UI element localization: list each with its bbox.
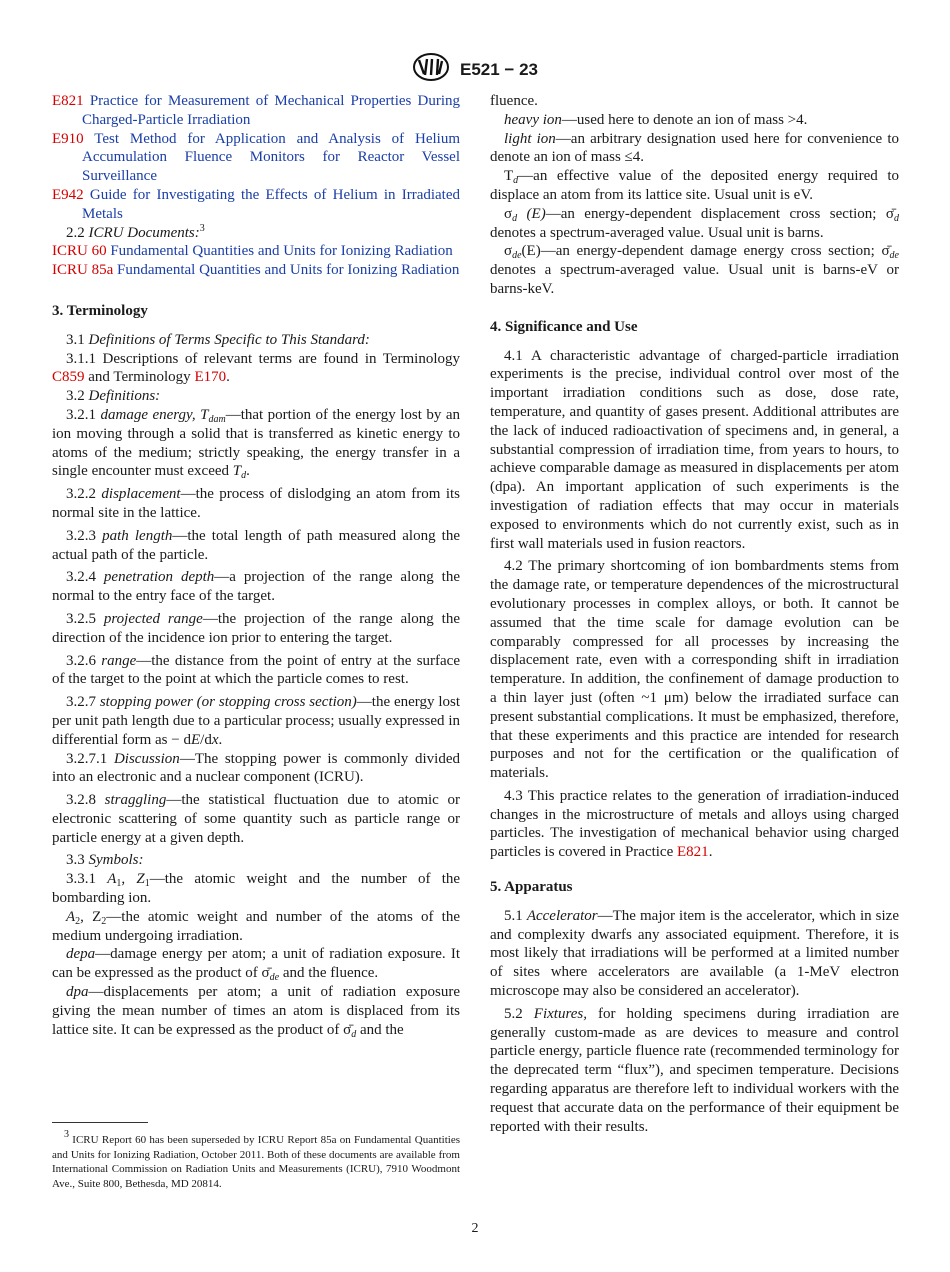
reference-title[interactable]: Fundamental Quantities and Units for Ionizing Radiation [117,262,460,279]
para-td: $T_d—an$ effective value of the deposited energy required to displace an atom from its lattice site. Usual unit is eV. [490,168,899,203]
reference-code[interactable]: ICRU 85a [52,262,114,279]
para-3-2-8: 3.2.8 straggling—the statistical fluctuation due to atomic or electronic scattering of some quantity such as particle range or particle energy at a given depth. [52,792,460,846]
para-light-ion: light ion—an arbitrary designation used here for convenience to denote an ion of mass ≤4. [490,130,899,166]
para-a2-z2: $A_2$, $Z_2—the$ atomic weight and number of the atoms of the medium undergoing irradiation. [52,908,460,944]
para-5-2: 5.2 Fixtures, for holding specimens during irradiation are generally custom-made as are devices to measure and control particle energy, particle fluence rate (recommended terminology for the deprecated term “flux”), and specimen temperature. Decisions regarding apparatus are therefore left to individual workers with the request that accurate data on the performance of their equipment be reported with their results. [490,1005,899,1135]
para-depa: depa—damage energy per atom; a unit of radiation exposure. It can be expressed as the product of $\sigmā_{de}$ and the fluence. [52,946,460,984]
para-3-2-2: 3.2.2 displacement—the process of dislodging an atom from its normal site in the lattice. [52,486,460,521]
reference-title[interactable]: Fundamental Quantities and Units for Ionizing Radiation [110,243,453,260]
para-dpa: dpa—displacements per atom; a unit of radiation exposure giving the mean number of times an atom is displaced from its lattice site. It can be expressed as the product of $\sigmā_d$ and the [52,984,460,1040]
reference-title[interactable]: Guide for Investigating the Effects of Helium in Irradiated Metals [82,186,460,222]
para-continuation: fluence. [490,93,538,109]
para-3-2-6: 3.2.6 range—the distance from the point of entry at the surface of the target to the point at which the particle comes to rest. [52,652,460,688]
footnote-number: 3 [64,1129,69,1140]
reference-title[interactable]: Test Method for Application and Analysis of Helium Accumulation Fluence Monitors for Reactor Vessel Surveillance [82,130,460,185]
reference-code[interactable]: E910 [52,130,84,147]
footnote [52,1129,460,1191]
reference-e910 [52,130,460,186]
reference-code[interactable]: ICRU 60 [52,243,107,260]
link-e821[interactable]: E821 [677,844,709,861]
icru-documents-heading: 2.2 ICRU Documents:$^3$ [66,222,205,241]
para-3-2-7: 3.2.7 stopping power (or stopping cross section)—the energy lost per unit path length due to a particular process; usually expressed in differential form as − dE/dx. [52,694,461,748]
para-3-3-1: 3.3.1 $A_1$, $Z_1—the$ atomic weight and the number of the bombarding ion. [52,871,461,907]
astm-logo [412,52,450,87]
para-3-2-4: 3.2.4 penetration depth—a projection of the range along the normal to the entry face of the target. [52,569,460,605]
para-4-3: 4.3 This practice relates to the generation of irradiation-induced changes in the microstructure of metals and alloys using charged particles. The investigation of mechanical behavior using charged particles is covered in Practice E821. [490,787,899,861]
section-5-heading: 5. Apparatus [490,879,573,896]
link-e170[interactable]: E170 [194,369,227,386]
footnote-marker: 3 [199,222,205,234]
page-header [0,52,950,87]
section-3-heading: 3. Terminology [52,302,148,319]
reference-title[interactable]: Practice for Measurement of Mechanical Properties During Charged-Particle Irradiation [82,93,461,128]
reference-code[interactable]: E942 [52,186,84,203]
para-4-2: 4.2 The primary shortcoming of ion bombardments stems from the damage rate, or temperature dependences of the microstructural evolutionary processes in complex alloys, or both. It cannot be assumed that the time scale for damage evolution can be comparably compressed for all processes by increasing the displacement rate, even with a corresponding shift in irradiation temperature. In addition, the confinement of damage production to a thin layer just (often ~1 μm) below the irradiated surface can present substantial complications. It must be emphasized, therefore, that these experiments and this practice are intended for research purposes and not for the certification or the qualification of materials. [490,558,899,782]
standard-designation: E521 − 23 [460,59,538,79]
page-number: 2 [471,1221,479,1236]
reference-icru60 [52,242,460,261]
para-5-1: 5.1 Accelerator—The major item is the accelerator, which in size and complexity dwarfs any associated equipment. Therefore, it is most likely that irradiations will be performed at a limited number of sites where accelerators are available (a 1-MeV electron microscope may also be considered an accelerator). [490,907,899,1000]
left-column [52,92,460,1039]
para-3-1: 3.1 Definitions of Terms Specific to This Standard: [66,331,370,348]
para-heavy-ion: heavy ion—used here to denote an ion of mass >4. [504,111,808,128]
reference-e821 [52,92,460,130]
para-4-1: 4.1 A characteristic advantage of charged-particle irradiation experiments is the precise, individual control over most of the important irradiation conditions such as dose, dose rate, temperature, and quantity of gases present. Additional attributes are the lack of induced radioactivation of specimens and, in general, a substantial compression of irradiation time, from years to hours, to achieve comparable damage as measured in displacements per atom (dpa). An important application of such experiments is the investigation of radiation effects that may occur in materials exposed to environments which do not currently exist, such as in first wall materials used in fusion reactors. [490,347,899,552]
para-sigma-d: $\sigma_d$ (E)—an energy-dependent displacement cross section; $\sigmā_d$ denotes a spectrum-averaged value. Usual unit is barns. [490,205,899,241]
para-3-2: 3.2 Definitions: [66,388,161,405]
para-3-2-3: 3.2.3 path length—the total length of path measured along the actual path of the particle. [52,527,461,563]
reference-e942 [52,186,460,224]
para-3-2-7-1: 3.2.7.1 Discussion—The stopping power is commonly divided into an electronic and a nuclear component (ICRU). [52,750,461,786]
section-4-heading: 4. Significance and Use [490,318,638,335]
reference-code[interactable]: E821 [52,93,84,109]
footnote-divider [52,1122,148,1123]
para-3-1-1: 3.1.1 Descriptions of relevant terms are found in Terminology C859 and Terminology E170. [52,350,460,386]
link-c859[interactable]: C859 [52,369,85,386]
para-3-2-1: 3.2.1 damage energy, $T_{dam}—that$ portion of the energy lost by an ion moving through a solid that is transferred as kinetic energy to atoms of the medium; strictly speaking, the energy transfer in a single encounter must exceed $T_d$. [52,406,461,482]
right-column [490,92,899,1136]
para-sigma-de: $\sigma_{de}(E)—an$ energy-dependent damage energy cross section; $\sigmā_{de}$ denotes a spectrum-averaged value. Usual unit is barns-eV or barns-keV. [490,243,899,297]
para-3-3: 3.3 Symbols: [66,852,144,869]
para-3-2-5: 3.2.5 projected range—the projection of the range along the direction of the incidence ion prior to entering the target. [52,610,461,646]
reference-icru85a [52,261,460,280]
footnote-text: ICRU Report 60 has been superseded by ICRU Report 85a on Fundamental Quantities and Units for Ionizing Radiation, October 2011. Both of these documents are available from International Commission on Radiation Units and Measurements (ICRU), 7910 Woodmont Ave., Suite 800, Bethesda, MD 20814. [52,1134,460,1190]
